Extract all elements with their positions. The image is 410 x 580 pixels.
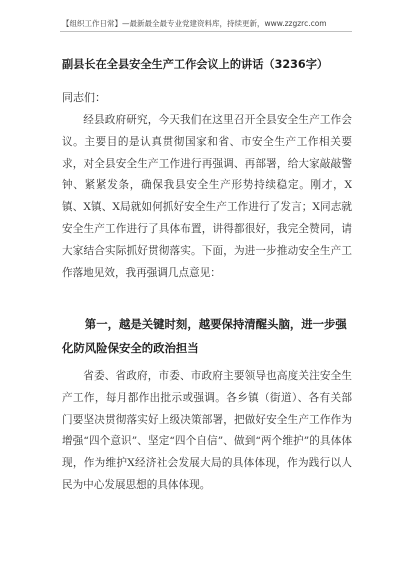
salutation: 同志们： <box>62 91 106 104</box>
body-paragraph-1: 经县政府研究，今天我们在这里召开全县安全生产工作会议。主要目的是认真贯彻国家和省、市安全生产工作相关要求，对全县安全生产工作进行再强调、再部署，给大家敲敲警钟、紧紧发条，确保我县安全生产形势持续稳定。刚才，X镇、X镇、X局就如何抓好安全生产工作进行了发言；X同志就安全生产工作进行了具体布置，讲得都很好，我完全赞同，请大家结合实际抓好贯彻落实。下面，为进一步推动安全生产工作落地见效，我再强调几点意见： <box>62 114 352 279</box>
header-divider <box>60 31 352 32</box>
header-banner: 【组织工作日常】—最新最全最专业党建资料库，持续更新，www.zzgzrc.com <box>62 19 327 28</box>
section-heading-1: 第一，越是关键时刻，越要保持清醒头脑，进一步强化防风险保安全的政治担当 <box>62 317 347 355</box>
body-paragraph-2: 省委、省政府，市委、市政府主要领导也高度关注安全生产工作，每月都作出批示或强调。各乡镇（街道）、各有关部门要坚决贯彻落实好上级决策部署，把做好安全生产工作作为增强“四个意识”、坚定“四个自信”、做到“两个维护”的具体体现，作为维护X经济社会发展大局的具体体现，作为践行以人民为中心发展思想的具体体现。 <box>62 370 352 491</box>
document-title: 副县长在全县安全生产工作会议上的讲话（3236字） <box>62 58 329 71</box>
